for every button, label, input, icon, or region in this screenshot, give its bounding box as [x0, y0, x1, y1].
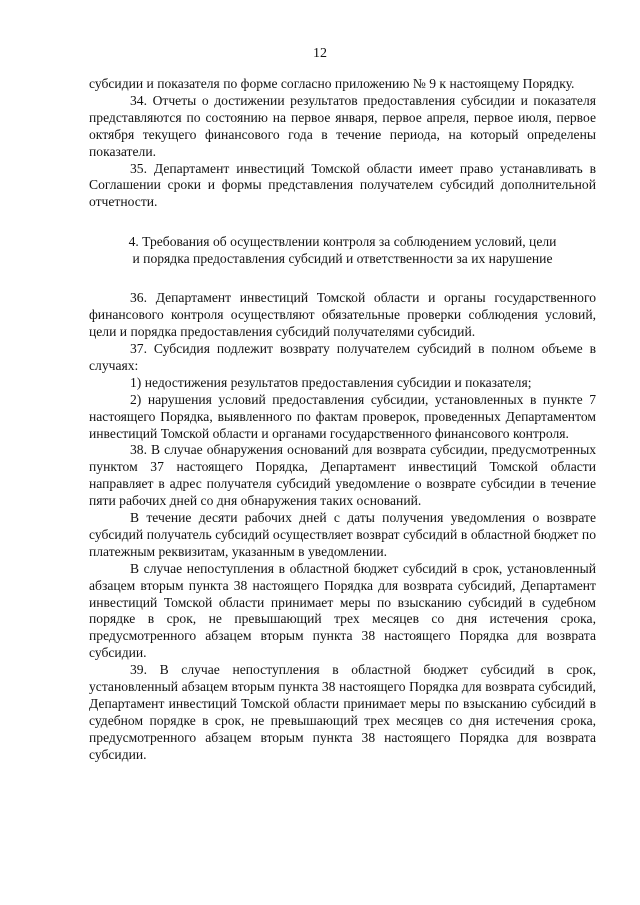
- section-heading-line-2: и порядка предоставления субсидий и ответственности за их нарушение: [132, 251, 553, 267]
- paragraph-continuation: субсидии и показателя по форме согласно приложению № 9 к настоящему Порядку.: [89, 76, 575, 91]
- document-body: [89, 76, 596, 764]
- paragraph-38: 38. В случае обнаружения оснований для возврата субсидии, предусмотренных пунктом 37 настоящего Порядка, Департамент инвестиций Томской области направляет в адрес получателя субсидий уведомление о возврате субсидии в течение пяти рабочих дней со дня обнаружения таких оснований.: [89, 442, 596, 509]
- paragraph-37-item-2: 2) нарушения условий предоставления субсидии, установленных в пункте 7 настоящего Порядка, выявленного по фактам проверок, проведенных Департаментом инвестиций Томской области и органами государственного финансового контроля.: [89, 391, 596, 441]
- paragraph-38-second: В течение десяти рабочих дней с даты получения уведомления о возврате субсидий получатель субсидий осуществляет возврат субсидий в областной бюджет по платежным реквизитам, указанным в уведомлении.: [89, 510, 596, 559]
- paragraph-37-item-1: 1) недостижения результатов предоставления субсидии и показателя;: [130, 374, 532, 390]
- section-heading-4: [89, 233, 596, 267]
- paragraph-34: 34. Отчеты о достижении результатов предоставления субсидии и показателя представляются по состоянию на первое января, первое апреля, первое июля, первое октября текущего финансового года в течение периода, на который определены показатели.: [89, 92, 596, 159]
- paragraph-38-third: В случае непоступления в областной бюджет субсидий в срок, установленный абзацем вторым пункта 38 настоящего Порядка для возврата субсидий, Департамент инвестиций Томской области принимает меры по взысканию субсидий в судебном порядке в срок, не превышающий трех месяцев со дня истечения срока, предусмотренного абзацем вторым пункта 38 настоящего Порядка для возврата субсидии.: [89, 560, 596, 661]
- paragraph-35: 35. Департамент инвестиций Томской области имеет право устанавливать в Соглашении сроки и формы представления получателем субсидий дополнительной отчетности.: [89, 160, 596, 210]
- paragraph-37: 37. Субсидия подлежит возврату получателем субсидий в полном объеме в случаях:: [89, 340, 596, 373]
- section-heading-line-1: 4. Требования об осуществлении контроля за соблюдением условий, цели: [128, 234, 557, 250]
- paragraph-36: 36. Департамент инвестиций Томской области и органы государственного финансового контроля осуществляют обязательные проверки соблюдения условий, цели и порядка предоставления субсидий получателями субсидий.: [89, 290, 596, 340]
- page-number: 12: [313, 46, 327, 61]
- paragraph-39: 39. В случае непоступления в областной бюджет субсидий в срок, установленный абзацем вторым пункта 38 настоящего Порядка для возврата субсидий, Департамент инвестиций Томской области принимает меры по взысканию субсидий в судебном порядке в срок, не превышающий трех месяцев со дня истечения срока, предусмотренного абзацем вторым пункта 38 настоящего Порядка для возврата субсидии.: [89, 662, 596, 762]
